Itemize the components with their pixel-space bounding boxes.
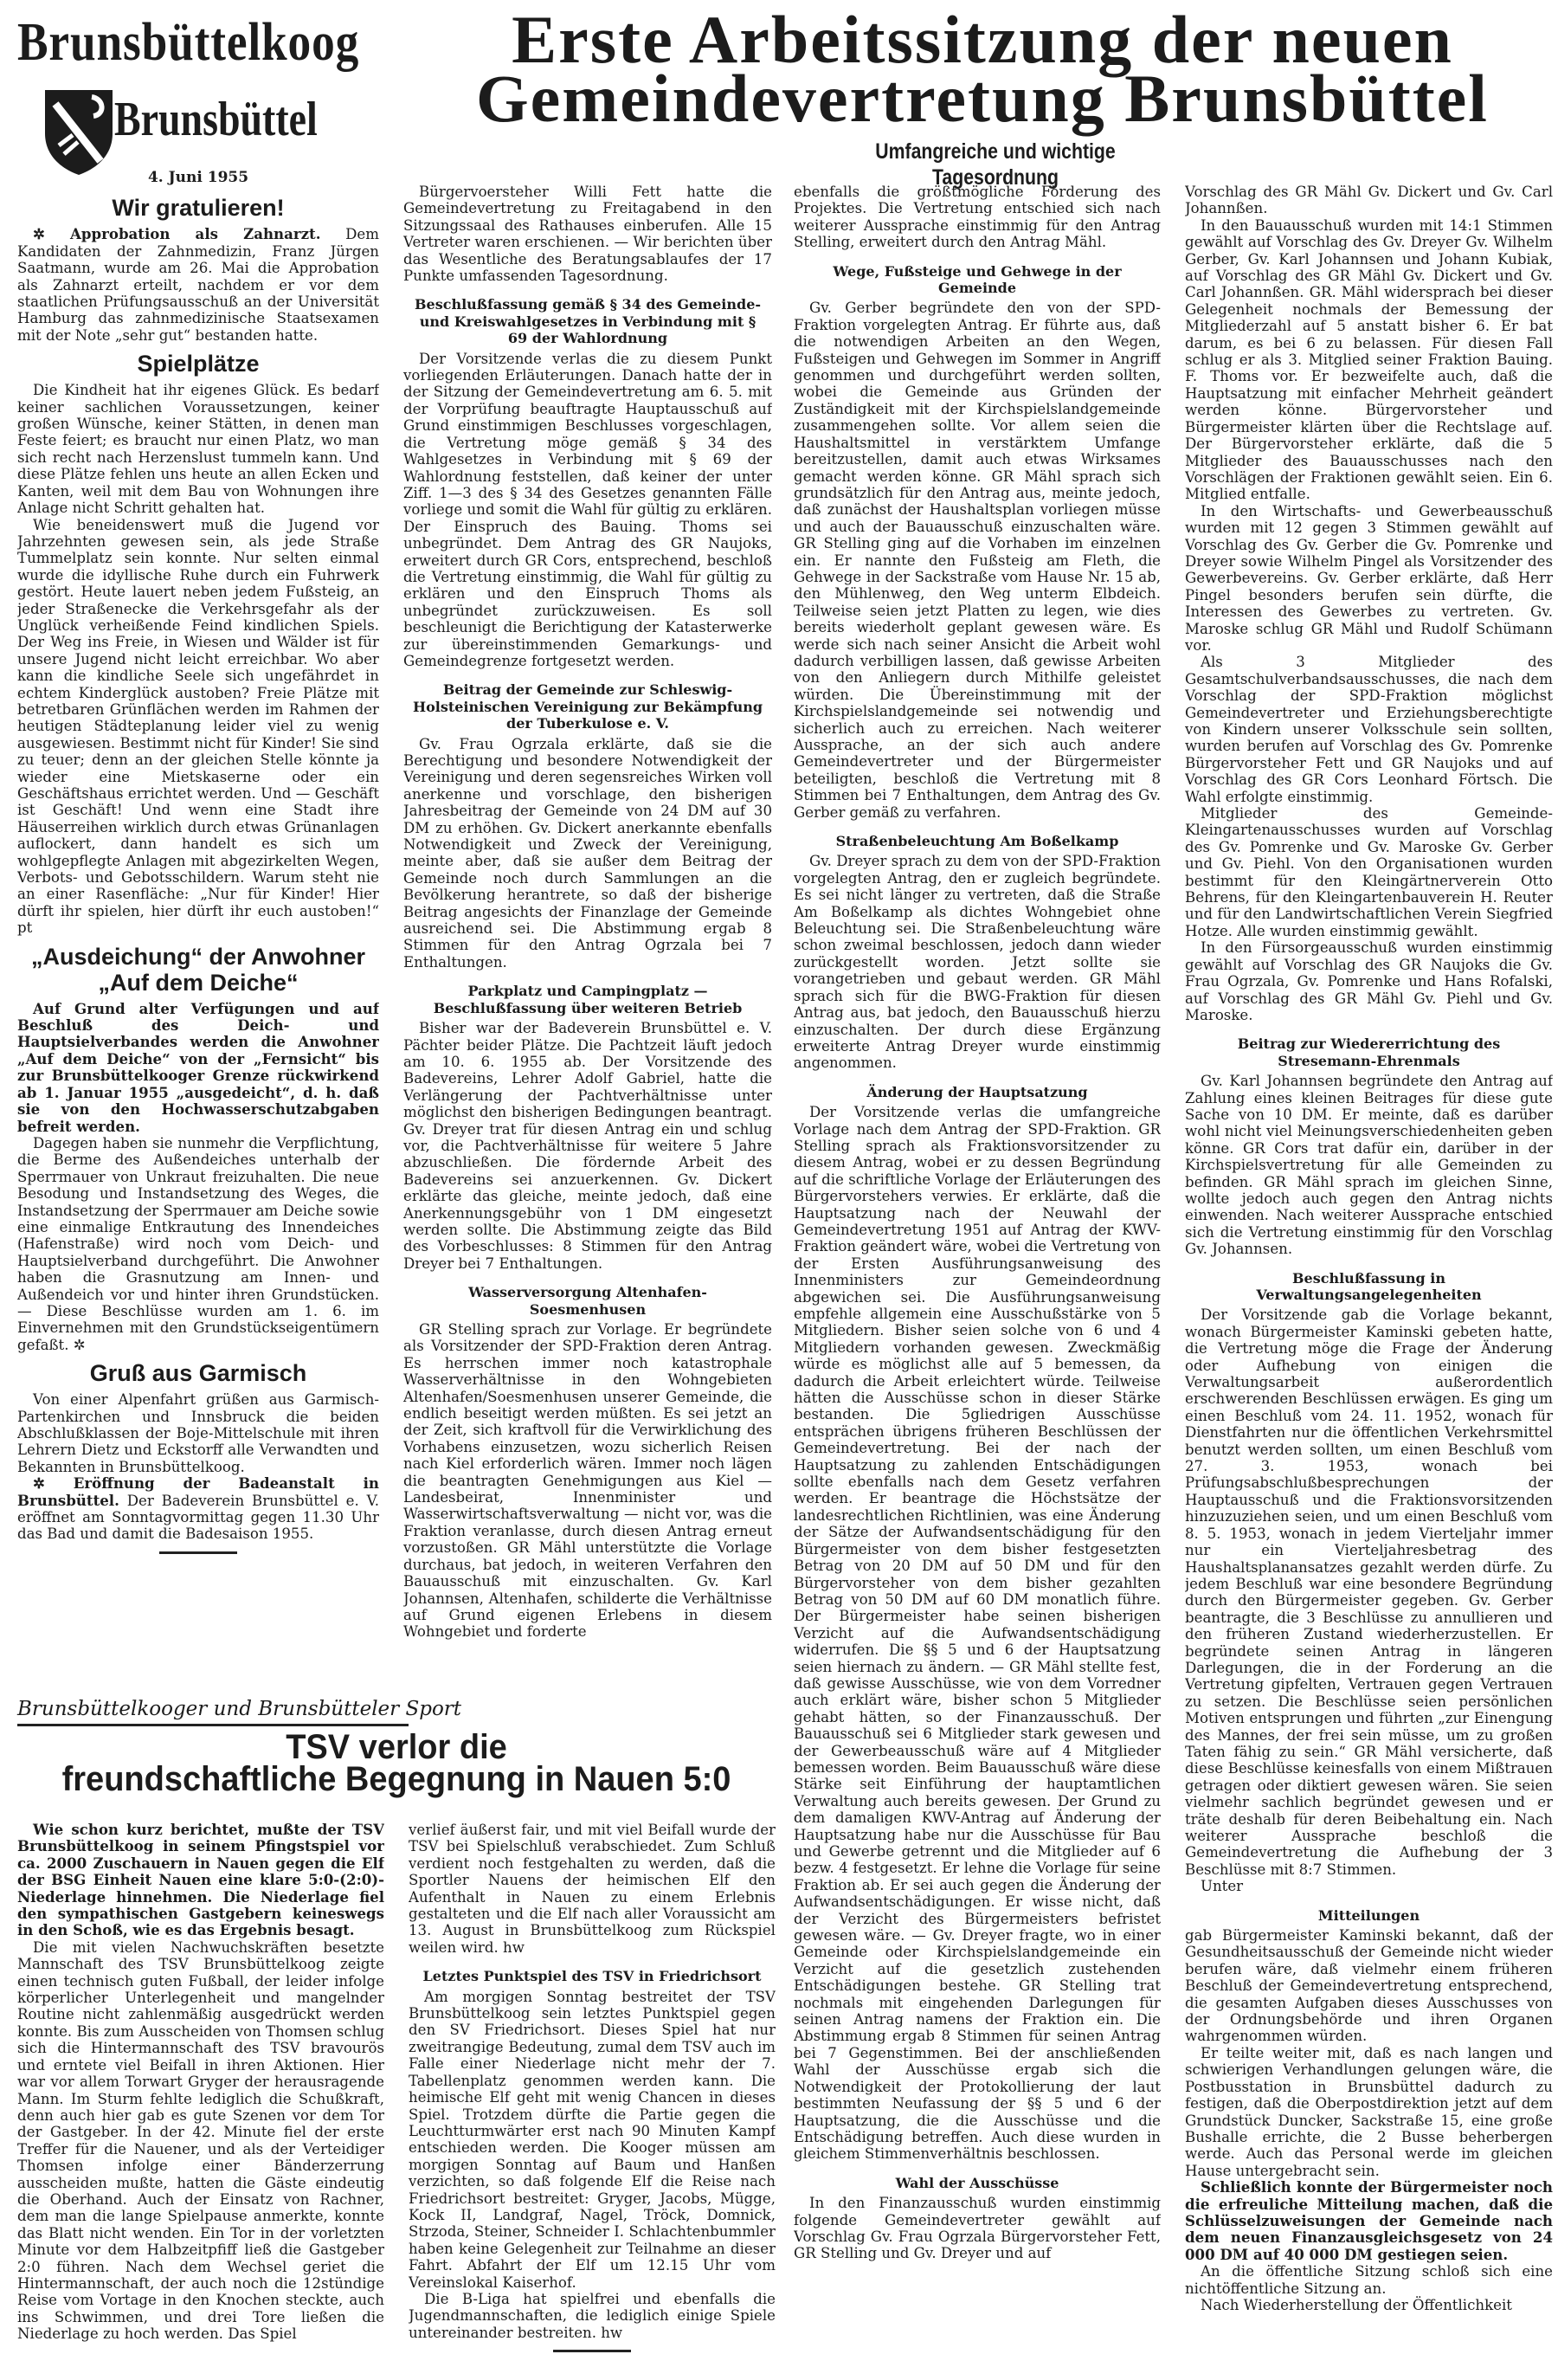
article-paragraph [403,1020,772,1272]
paragraph-text: In den Fürsorgeausschuß wurden einstimmig gewählt auf Vorschlag des GR Naujoks die Gv. Frau Ogrzala, Gv. Pomrenke und Hans Rofalski, auf Vorschlag des GR Mähl Gv. Piehl und Gv. Maroske. [1185,939,1553,1023]
article-heading: Wir gratulieren! [112,195,285,222]
masthead-logo [12,12,376,177]
article-heading: Gruß aus Garmisch [89,1360,307,1387]
headline-line-1: Erste Arbeitssitzung der neuen [512,2,1453,77]
article-heading: Beitrag der Gemeinde zur Schleswig-Holsteinischen Vereinigung zur Bekämpfung der Tuberkulose e. V. [412,681,763,732]
article-heading: Beitrag zur Wiedererrichtung des Stresemann-Ehrenmals [1237,1035,1501,1069]
paragraph-text: Der Vorsitzende gab die Vorlage bekannt, wonach Bürgermeister Kaminski gebeten hatte, die Vertretung möge die Frage der Änderung oder Aufhebung von einigen die Verwaltungsarbeit außerordentlich erschwerenden Beschlüssen erwägen. Es ging um einen Beschluß vom 24. 11. 1952, wonach für Dienstfahrten nur die öffentlichen Verkehrsmittel benutzt werden sollten, um einen Beschluß vom 27. 3. 1953, wonach bei Prüfungsabschlußbesprechungen der Hauptausschuß und die Fraktionsvorsitzenden hinzuzuziehen seien, und um einen Beschluß vom 8. 5. 1953, wonach in jedem Vierteljahr immer nur ein Vierteljahresbetrag des Haushaltsplanansatzes gezahlt werden dürfe. Zu jedem Beschluß war eine besondere Begründung durch den Bürgermeister gegeben. Gv. Gerber beantragte, die 3 Beschlüsse zu annullieren und den früheren Zustand wiederherzustellen. Er begründete seinen Antrag in längeren Darlegungen, die in der Forderung an die Vertretung gipfelten, Vertrauen gegen Vertrauen zu setzen. Die Beschlüsse seien persönlichen Motiven entsprungen und führten „zur Einengung des Mannes, der frei sein müsse, um zu großen Taten fähig zu sein.“ GR Mähl versicherte, daß diese Beschlüsse keinesfalls von einem Mißtrauen getragen oder diktiert gewesen wären. Sie seien vielmehr sachlich begründet gewesen und er träte deshalb für deren Beibehaltung ein. Nach weiterer Aussprache beschloß die Gemeindevertretung die Aufhebung der 3 Beschlüsse mit 8:7 Stimmen. [1185,1306,1553,1878]
paragraph-text: Die mit vielen Nachwuchskräften besetzte Mannschaft des TSV Brunsbüttelkoog zeigte einen technisch guten Fußball, der leider infolge körperlicher Unterlegenheit und mangelnder Routine nicht zahlenmäßig ausgedrückt werden konnte. Bis zum Ausscheiden von Thomsen schlug sich die Hintermannschaft des TSV bravourös und erntete viel Beifall in ihren Aktionen. Hier war vor allem Torwart Gryger der herausragende Mann. Im Sturm fehlte lediglich die Schußkraft, denn auch hier gab es gute Szenen vor dem Tor der Gastgeber. In der 42. Minute fiel der erste Treffer für die Nauener, und als der Verteidiger Thomsen infolge einer Bänderzerrung ausscheiden mußte, hatten die Gäste eindeutig die Oberhand. Auch der Einsatz von Rachner, dem man die lange Spielpause anmerkte, konnte das Blatt nicht wenden. Ein Tor in der vorletzten Minute vor dem Halbzeitpfiff ließ die Gastgeber 2:0 führen. Nach dem Wechsel geriet die Hintermannschaft, der auch noch die 12stündige Reise vom Vortage in den Knochen steckte, auch ins Schwimmen, und drei Tore ließen die Niederlage zu hoch werden. Das Spiel [17,1938,384,2343]
article-paragraph [1185,2045,1553,2179]
article-heading: Spielplätze [137,351,260,377]
paragraph-text: Der Badeverein Brunsbüttel e. V. eröffnet am Sonntagvormittag gegen 11.30 Uhr das Bad und damit die Badesaison 1955. [17,1492,379,1543]
article-paragraph [403,184,772,284]
main-headline [407,2,1558,136]
paragraph-text: Gv. Frau Ogrzala erklärte, daß sie die Berechtigung und besondere Notwendigkeit der Vereinigung und deren segensreiches Wirken voll anerkenne und vorschlage, den bisherigen Jahresbeitrag der Gemeinde von 24 DM auf 30 DM zu erhöhen. Gv. Dickert anerkannte ebenfalls Notwendigkeit und Zweck der Vereinigung, meinte aber, daß sie außer dem Beitrag der Gemeinde noch durch Sammlungen an die Bevölkerung herantrete, so daß der bisherige Beitrag angesichts der Finanzlage der Gemeinde ausreichend sei. Die Abstimmung ergab 8 Stimmen für den Antrag Ogrzala bei 7 Enthaltungen. [403,735,772,971]
article-heading: Beschlußfassung gemäß § 34 des Gemeinde- und Kreiswahlgesetzes in Verbindung mit § 69 der Wahlordnung [414,296,762,347]
article-paragraph [794,853,1161,1071]
article-paragraph [17,1939,384,2343]
paragraph-lead: ✲ Eröffnung der Badeanstalt in Brunsbüttel. [17,1474,379,1509]
paragraph-text: Schließlich konnte der Bürgermeister noch die erfreuliche Mitteilung machen, daß die Schlüsselzuweisungen der Gemeinde nach dem neuen Finanzausgleichsgesetz von 24 000 DM auf 40 000 DM gestiegen seien. [1185,2178,1553,2263]
paragraph-text: Die Kindheit hat ihr eigenes Glück. Es bedarf keiner sachlichen Voraussetzungen, keiner großen Wünsche, keiner Stätten, in denen man Feste feiert; es braucht nur einen Platz, wo man sich recht nach Herzenslust tummeln kann. Und diese Plätze fehlen uns heute an allen Ecken und Kanten, weil mit dem Bau von Wohnungen ihre Anlage nicht Schritt gehalten hat. [17,382,379,517]
paragraph-text: Wie beneidenswert muß die Jugend vor Jahrzehnten gewesen sein, als jede Straße Tummelplatz sein konnte. Nur selten einmal wurde die idyllische Ruhe durch ein Fuhrwerk gestört. Heute lauert neben jedem Fußsteig, an jeder Straßenecke die Verkehrsgefahr als der Unglück verheißende Feind kindlichen Spiels. Der Weg ins Freie, in Wiesen und Wälder ist für unsere Jugend nicht leicht erreichbar. Wo aber kann die kindliche Seele sich ungefährdet in echtem Kinderglück austoben? Freie Plätze mit betretbaren Grünflächen werden im Rahmen der heutigen Städteplanung leider viel zu wenig ausgewiesen. Bestimmt nicht für Kinder! Sie sind zu teuer; denn an der gleichen Stelle könnte ja wieder eine Mietskaserne oder ein Geschäftshaus errichtet werden. Und — Geschäft ist Geschäft! Und wenn eine Stadt ihre Häuserreihen wirklich durch etwas Grünanlagen auflockert, dann handelt es sich um wohlgepflegte Anlagen mit abgezirkelten Wegen, Verbots- und Gebotsschildern. Warum steht nie an einer Rasenfläche: „Nur für Kinder! Hier dürft ihr spielen, hier dürft ihr euch austoben!“ pt [17,516,379,937]
column-3 [794,184,1161,2374]
paragraph-text: Auf Grund alter Verfügungen und auf Beschluß des Deich- und Hauptsielverbandes werden die Anwohner „Auf dem Deiche“ von der „Fernsicht“ bis zur Brunsbüttelkooger Grenze rückwirkend ab 1. Januar 1955 „ausgedeicht“, d. h. daß sie von den Hochwasserschutzabgaben befreit werden. [17,999,379,1135]
article-heading: Letztes Punktspiel des TSV in Friedrichsort [422,1968,762,1985]
paragraph-lead: ✲ Approbation als Zahnarzt. [33,225,321,243]
article-paragraph [1185,1927,1553,2045]
article-paragraph [1185,805,1553,939]
paragraph-text: Die B-Liga hat spielfrei und ebenfalls die Jugendmannschaften, die lediglich einige Spiele untereinander bestreiten. hw [409,2290,776,2341]
article-paragraph [17,1135,379,1353]
article-paragraph [1185,654,1553,805]
paragraph-text: Gv. Dreyer sprach zu dem von der SPD-Fraktion vorgelegten Antrag, den er zugleich begründete. Es sei nicht länger zu vertreten, daß die Straße Am Boßelkamp als dichtes Wohngebiet ohne Beleuchtung sei. Die Straßenbeleuchtung wäre schon zweimal beschlossen, jedoch dann wieder zurückgestellt worden. Jetzt sollte sie vorangetrieben und gebaut werden. GR Mähl sprach sich für die BWG-Fraktion für diesen Antrag aus, bat jedoch, den Bauausschuß hierzu einzuschalten. Der durch diese Ergänzung erweiterte Antrag Dreyer wurde einstimmig angenommen. [794,853,1161,1072]
coat-of-arms-shield-icon [42,85,116,177]
article-lead-paragraph [1185,2179,1553,2263]
paragraph-text: Unter [1201,1878,1244,1895]
article-paragraph [1185,503,1553,655]
article-divider [159,1551,237,1554]
paragraph-text: Vorschlag des GR Mähl Gv. Dickert und Gv. Carl Johannßen. [1185,184,1553,217]
column-4 [1185,184,1553,2374]
article-paragraph [1185,184,1553,217]
article-paragraph [17,1391,379,1475]
column-2 [403,184,772,1666]
sport-headline [36,1728,756,1798]
sport-section-banner: Brunsbüttelkooger und Brunsbütteler Sport [17,1697,409,1726]
paragraph-text: Gv. Karl Johannsen begründete den Antrag auf Zahlung eines kleinen Beitrages für diese gute Sache von 10 DM. Er meinte, daß es darüber wohl nicht viel Meinungsverschiedenheiten geben könne. GR Cors trat dafür ein, darüber in der Kirchspielsvertretung für alle Gemeinden zu befinden. GR Mähl sprach im gleichen Sinne, wollte jedoch auch gegen den Antrag nichts einwenden. Nach weiterer Aussprache entschied sich die Vertretung einstimmig für den Vorschlag Gv. Johannsen. [1185,1073,1553,1258]
article-paragraph [17,226,379,344]
paragraph-text: An die öffentliche Sitzung schloß sich eine nichtöffentliche Sitzung an. [1185,2263,1553,2297]
sport-headline-line-2: freundschaftliche Begegnung in Nauen 5:0 [61,1760,731,1798]
paragraph-text: Er teilte weiter mit, daß es nach langen und schwierigen Verhandlungen gelungen wäre, die Postbusstation in Brunsbüttel dadurch zu festigen, daß die Oberpostdirektion jetzt auf dem Grundstück Duncker, Sackstraße 15, eine große Bushalle errichte, die 2 Busse beherbergen werde. Auch das Personal werde im gleichen Hause untergebracht sein. [1185,2044,1553,2179]
sport-column-left [17,1822,384,2376]
article-heading: Straßenbeleuchtung Am Boßelkamp [835,833,1119,850]
paragraph-text: Der Vorsitzende verlas die umfangreiche Vorlage nach dem Antrag der SPD-Fraktion. GR Stelling sprach als Fraktionsvorsitzender zu diesem Antrag, wobei er zu dessen Begründung auf die schriftliche Vorlage der Erläuterungen des Bürgervorstehers verwies. Er erklärte, daß die Hauptsatzung nach der Neuwahl der Gemeindevertretung 1951 auf Antrag der KWV-Fraktion geändert wäre, wobei die Vertretung von der Ersten Ausführungsanweisung des Innenministers zur Gemeindeordnung abgewichen sei. Die Ausführungsanweisung empfehle allgemein eine Ausschußstärke von 5 Mitgliedern. Bisher seien solche von 6 und 4 Mitgliedern vorhanden gewesen. Zweckmäßig würde es möglichst alle auf 5 bemessen, da dadurch die Arbeit erleichtert würde. Teilweise hätten die Ausschüsse schon in dieser Stärke bestanden. Die 5gliedrigen Ausschüsse entsprächen übrigens früheren Beschlüssen der Gemeindevertretung. Bei der nach der Hauptsatzung zu zahlenden Entschädigungen sollte ebenfalls nach dem Gesetz verfahren werden. Er beantrage die Höchstsätze der landesrechtlichen Richtlinien, was eine Änderung der Sätze der Aufwandsentschädigung für den Bürgermeister von dem bisher festgesetzten Betrag von 20 DM auf 50 DM und für den Bürgervorsteher von dem bisher gezahlten Betrag von 50 DM auf 60 DM monatlich führe. Der Bürgermeister habe seinen bisherigen Verzicht auf die Aufwandsentschädigung widerrufen. Die §§ 5 und 6 der Hauptsatzung seien hiernach zu ändern. — GR Mähl stellte fest, daß gewisse Ausschüsse, wie von dem Vorredner auch erklärt wäre, bisher schon 5 Mitglieder gehabt hätten, so der Finanzausschuß. Der Bauausschuß sei 6 Mitglieder stark gewesen und der Gewerbeausschuß wäre auf 4 Mitglieder bemessen worden. Beim Bauausschuß wäre diese Stärke seit Einführung der hauptamtlichen Verwaltung auch bereits gewesen. Der Grund zu dem damaligen KWV-Antrag auf Änderung der Hauptsatzung habe nur die Ausschüsse für Bau und Gewerbe getrennt und die Mitglieder auf 6 bezw. 4 festgesetzt. Er lehne die Vorlage für seine Fraktion ab. Er sei auch gegen die Änderung der Aufwandsentschädigungen. Er wisse nicht, daß der Verzicht des Bürgermeisters befristet gewesen wäre. — Gv. Dreyer fragte, wo in einer Gemeinde oder Kirchspielslandgemeinde ein Verzicht auf die gesetzlich zustehenden Entschädigungen bestehe. GR Stelling trat nochmals mit eingehenden Darlegungen für seinen Antrag namens der Fraktion ein. Die Abstimmung ergab 8 Stimmen für seinen Antrag bei 7 Gegenstimmen. Bei der anschließenden Wahl der Ausschüsse ergab sich die Notwendigkeit der Protokollierung der laut bestimmten Neufassung der §§ 5 und 6 der Hauptsatzung, die die Ausschüsse und die Entschädigung betreffen. Auch diese wurden in gleichem Stimmenverhältnis beschlossen. [794,1104,1161,2163]
headline-subtitle: Umfangreiche und wichtige Tagesordnung [875,139,1116,190]
logo-title-brunsbuettel: Brunsbüttel [114,93,318,146]
paragraph-text: Dem Kandidaten der Zahnmedizin, Franz Jürgen Saatmann, wurde am 26. Mai die Approbation als Zahnarzt erteilt, nachdem er vor dem staatlichen Prüfungsausschuß an der Universität Hamburg das zahnmedizinische Staatsexamen mit der Note „sehr gut“ bestanden hatte. [17,226,379,344]
paragraph-text: In den Bauausschuß wurden mit 14:1 Stimmen gewählt auf Vorschlag des Gv. Dreyer Gv. Wilhelm Gerber, Gv. Karl Johannsen und Johann Kubiak, auf Vorschlag des GR Mähl Gv. Dickert und Gv. Carl Johannßen. GR. Mähl widersprach bei dieser Gelegenheit nochmals der Bemessung der Mitgliederzahl auf 5 anstatt bisher 6. Er bat darum, es bei 6 zu belassen. Für diesen Fall schlug er als 3. Mitglied seiner Fraktion Bauing. F. Thoms vor. Er bezweifelte auch, daß die Hauptsatzung mit einfacher Mehrheit geändert werden könne. Bürgervorsteher und Bürgermeister klärten über die Rechtslage auf. Der Bürgervorsteher erklärte, daß die 5 Mitglieder des Bauausschusses nach den Vorschlägen der Fraktionen gewählt seien. Ein 6. Mitglied entfalle. [1185,216,1553,503]
article-paragraph [17,1475,379,1543]
article-heading: Mitteilungen [1317,1906,1420,1924]
article-paragraph [17,382,379,516]
paragraph-text: Dagegen haben sie nunmehr die Verpflichtung, die Berme des Außendeiches unterhalb der Sperrmauer von Unkraut freizuhalten. Die neue Besodung und Instandsetzung des Weges, die Instandsetzung der Sperrmauer am Deiche sowie eine einmalige Entkrautung des Innendeiches (Hafenstraße) wird noch vom Deich- und Hauptsielverband durchgeführt. Die Anwohner haben die Grasnutzung am Innen- und Außendeich vor und hinter ihren Grundstücken. — Diese Beschlüsse wurden am 1. 6. im Einvernehmen mit den Grundstückseigentümern gefaßt. ✲ [17,1134,379,1353]
article-paragraph [1185,939,1553,1023]
article-heading: Wege, Fußsteige und Gehwege in der Gemeinde [833,262,1122,297]
article-paragraph [1185,2297,1553,2313]
article-paragraph [1185,1878,1553,1894]
article-paragraph [1185,1306,1553,1878]
article-lead-paragraph [17,1001,379,1135]
paragraph-text: Am morgigen Sonntag bestreitet der TSV Brunsbüttelkoog sein letztes Punktspiel gegen den SV Friedrichsort. Dieses Spiel hat nur zweitrangige Bedeutung, zumal dem TSV auch im Falle einer Niederlage nicht mehr der 7. Tabellenplatz genommen werden kann. Die heimische Elf geht mit wenig Chancen in dieses Spiel. Trotzdem dürfte die Partie gegen die Leuchtturmwärter erst nach 90 Minuten Kampf entschieden werden. Die Kooger müssen am morgigen Sonntag auf Baum und Hanßen verzichten, so daß folgende Elf die Reise nach Friedrichsort bestreitet: Gryger, Jacobs, Mügge, Kock II, Landgraf, Nagel, Tröck, Domnick, Strzoda, Steiner, Schneider I. Schlachtenbummler haben keine Gelegenheit zur Teilnahme an dieser Fahrt. Abfahrt der Elf um 12.15 Uhr vom Vereinslokal Kaiserhof. [409,1988,776,2291]
paragraph-text: In den Wirtschafts- und Gewerbeausschuß wurden mit 12 gegen 3 Stimmen gewählt auf Vorschlag des Gv. Gerber die Gv. Pomrenke und Dreyer sowie Wilhelm Pingel als Vorsitzender des Gewerbevereins. Gv. Gerber erklärte, daß Herr Pingel besonders berufen sein dürfte, die Interessen des Gewerbes zu vertreten. Gv. Maroske schlug GR Mähl und Rudolf Schümann vor. [1185,502,1553,654]
paragraph-text: Gv. Gerber begründete den von der SPD-Fraktion vorgelegten Antrag. Er führte aus, daß die notwendigen Arbeiten an den Wegen, Fußsteigen und Gehwegen im Sommer in Angriff genommen und durchgeführt werden sollten, wobei die Gemeinde aus Gründen der Zuständigkeit mit der Kirchspielslandgemeinde zusammengehen sollte. Vor allem seien die Haushaltsmittel in verstärktem Umfange bereitzustellen, damit auch etwas Wirksames gemacht werden könne. GR Mähl sprach sich grundsätzlich für den Antrag aus, meinte jedoch, daß zunächst der Haushaltsplan vorliegen müsse und auch der Bauausschuß einzuschalten wäre. GR Stelling ging auf die Vorhaben im einzelnen ein. Er nannte den Fußsteig am Fleth, die Gehwege in der Sackstraße vom Hause Nr. 15 ab, den Mühlenweg, den Weg unterm Elbdeich. Teilweise seien jetzt Platten zu legen, wie dies bereits wiederholt geplant gewesen wäre. Es werde sich nach seiner Ansicht die Arbeit wohl dadurch verbilligen lassen, daß gewisse Arbeiten von den Anliegern durch Mithilfe geleistet würden. Die Übereinstimmung mit der Kirchspielslandgemeinde sei notwendig und sicherlich auch zu erreichen. Nach weiterer Aussprache, an der sich auch andere Gemeindevertreter und der Bürgermeister beteiligten, beschloß die Vertretung mit 8 Stimmen bei 7 Enthaltungen, dem Antrag des Gv. Gerber gemäß zu verfahren. [794,300,1161,821]
article-paragraph [1185,217,1553,503]
article-paragraph [17,517,379,937]
article-divider [553,2350,631,2352]
headline-line-2: Gemeindevertretung Brunsbüttel [476,61,1489,136]
article-paragraph [403,1321,772,1641]
article-paragraph [403,351,772,670]
article-heading: „Ausdeichung“ der Anwohner „Auf dem Deiche“ [30,943,365,996]
paragraph-text: Mitglieder des Gemeinde-Kleingartenausschusses wurden auf Vorschlag des Gv. Pomrenke und Gv. Maroske Gv. Gerber und Gv. Piehl. Von den Organisationen wurden bestimmt für den Kleingärtnerverein Otto Behrens, für den Kleingartenbauverein H. Reuter und für den Landwirtschaftlichen Verein Siegfried Hotze. Alle wurden einstimmig gewählt. [1185,805,1553,939]
article-paragraph [403,736,772,971]
issue-date: 4. Juni 1955 [147,170,249,186]
paragraph-text: In den Finanzausschuß wurden einstimmig folgende Gemeindevertreter gewählt auf Vorschlag Gv. Frau Ogrzala Bürgervorsteher Fett, GR Stelling und Gv. Dreyer und auf [794,2195,1161,2262]
paragraph-text: Nach Wiederherstellung der Öffentlichkeit [1201,2296,1512,2313]
article-paragraph [794,2195,1161,2262]
paragraph-text: ebenfalls die größtmögliche Förderung des Projektes. Die Vertretung entschied sich nach weiterer Aussprache einstimmig für den Antrag Stelling, erweitert durch den Antrag Mähl. [794,184,1161,251]
article-heading: Beschlußfassung in Verwaltungsangelegenheiten [1256,1269,1482,1303]
logo-title-brunsbuettelkoog: Brunsbüttelkoog [17,13,360,72]
article-heading: Parkplatz und Campingplatz — Beschlußfassung über weiteren Betrieb [433,983,743,1016]
article-paragraph [794,184,1161,251]
paragraph-text: Bürgervoersteher Willi Fett hatte die Gemeindevertretung zu Freitagabend in den Sitzungssaal des Rathauses einberufen. Alle 15 Vertreter waren erschienen. — Wir berichten über das Wesentliche des Beratungsablaufes der 17 Punkte umfassenden Tagesordnung. [403,184,772,285]
column-1 [17,170,379,1663]
paragraph-text: GR Stelling sprach zur Vorlage. Er begründete als Vorsitzender der SPD-Fraktion deren Antrag. Es herrschen immer noch katastrophale Wasserverhältnisse in den Wohngebieten Altenhafen/Soesmenhusen unserer Gemeinde, die endlich beseitigt werden müßten. Es sei jetzt an der Zeit, sich kraftvoll für die Verwirklichung des Vorhabens einzusetzen, wozu sicherlich Reisen nach Kiel erforderlich wären. Immer noch lägen die beantragten Genehmigungen aus Kiel — Landesbeirat, Innenminister und Wasserwirtschaftsverwaltung — nicht vor, was die Fraktion veranlasse, durch diesen Antrag erneut vorzustoßen. GR Mähl unterstützte die Vorlage durchaus, bat jedoch, in weiteren Verfahren den Bauausschuß mit einzuschalten. Gv. Karl Johannsen, Altenhafen, schilderte die Verhältnisse auf Grund eigenen Erlebens in diesem Wohngebiet und forderte [403,1321,772,1641]
paragraph-text: verlief äußerst fair, und mit viel Beifall wurde der TSV bei Spielschluß verabschiedet. Zum Schluß verdient noch festgehalten zu werden, daß die Sportler Nauens der heimischen Elf den Aufenthalt in Nauen zu einem Erlebnis gestalteten und die Elf nach aller Voraussicht am 13. August in Brunsbüttelkoog zum Rückspiel weilen wird. hw [409,1822,776,1956]
paragraph-text: Wie schon kurz berichtet, mußte der TSV Brunsbüttelkoog in seinem Pfingstspiel vor ca. 2000 Zuschauern in Nauen gegen die Elf der BSG Einheit Nauen eine klare 5:0-(2:0)-Niederlage hinnehmen. Die Niederlage fiel den sympathischen Gastgebern keineswegs in den Schoß, wie es das Ergebnis besagt. [17,1822,384,1939]
article-paragraph [409,2291,776,2341]
paragraph-text: Bisher war der Badeverein Brunsbüttel e. V. Pächter beider Plätze. Die Pachtzeit läuft jedoch am 10. 6. 1955 ab. Der Vorsitzende des Badevereins, Lehrer Adolf Gabriel, hatte die Verlängerung der Pachtverhältnisse unter möglichst den bisherigen Bedingungen beantragt. Gv. Dreyer trat für diesen Antrag ein und schlug vor, die Pachtverhältnisse für weitere 5 Jahre abzuschließen. Die fördernde Arbeit des Badevereins sei anzuerkennen. Gv. Dickert erklärte das gleiche, meinte jedoch, daß eine Anerkennungsgebühr von 1 DM eingesetzt werden sollte. Die Abstimmung zeigte das Bild des Vorbeschlusses: 8 Stimmen für den Antrag Dreyer bei 7 Enthaltungen. [403,1020,772,1272]
paragraph-text: Der Vorsitzende verlas die zu diesem Punkt vorliegenden Erläuterungen. Danach hatte der in der Sitzung der Gemeindevertretung am 6. 5. mit der Vorprüfung beauftragte Hauptausschuß auf Grund einstimmigen Beschlusses vorgeschlagen, die Vertretung möge gemäß § 34 des Wahlgesetzes in Verbindung mit § 69 der Wahlordnung feststellen, daß keiner der unter Ziff. 1—3 des § 34 des Gesetzes genannten Fälle vorliege und somit die Wahl für gültig zu erklären. Der Einspruch des Bauing. Thoms sei unbegründet. Dem Antrag des GR Naujoks, erweitert durch GR Cors, entsprechend, beschloß die Vertretung einstimmig, die Wahl für gültig zu erklären und den Einspruch Thoms als unbegründet zurückzuweisen. Es soll beschleunigt die Berichtigung der Katasterwerke zur übereinstimmenden Gemarkungs- und Gemeindegrenze fortgesetzt werden. [403,350,772,669]
article-paragraph [794,1104,1161,2163]
article-paragraph [794,300,1161,821]
sport-column-right [409,1822,776,2376]
paragraph-text: gab Bürgermeister Kaminski bekannt, daß der Gesundheitsausschuß der Gemeinde nicht wieder berufen wäre, daß vielmehr einem früheren Beschluß der Gemeindevertretung entsprechend, die gesamten Aufgaben dieses Ausschusses von der Ordnungsbehörde und ihren Organen wahrgenommen würden. [1185,1927,1553,2045]
article-paragraph [409,1822,776,1956]
article-paragraph [409,1989,776,2291]
article-heading: Wahl der Ausschüsse [895,2174,1059,2191]
article-heading: Änderung der Hauptsatzung [866,1083,1088,1100]
article-paragraph [1185,1073,1553,1257]
paragraph-text: Von einer Alpenfahrt grüßen aus Garmisch-Partenkirchen und Innsbruck die beiden Abschlußklassen der Boje-Mittelschule mit ihren Lehrern Dietz und Eckstorff alle Verwandten und Bekannten in Brunsbüttelkoog. [17,1391,379,1475]
article-paragraph [1185,2263,1553,2297]
paragraph-text: Als 3 Mitglieder des Gesamtschulverbandsausschusses, die nach dem Vorschlag der SPD-Fraktion möglichst Gemeindevertreter und Erziehungsberechtigte von Kindern unserer Volksschule sein sollten, wurden berufen auf Vorschlag des Gv. Pomrenke Bürgervorsteher Fett und GR Naujoks und auf Vorschlag des GR Cors Leonhard Förtsch. Die Wahl erfolgte einstimmig. [1185,654,1553,805]
article-lead-paragraph [17,1822,384,1939]
sport-headline-line-1: TSV verlor die [286,1728,507,1766]
article-heading: Wasserversorgung Altenhafen-Soesmenhusen [468,1284,707,1318]
